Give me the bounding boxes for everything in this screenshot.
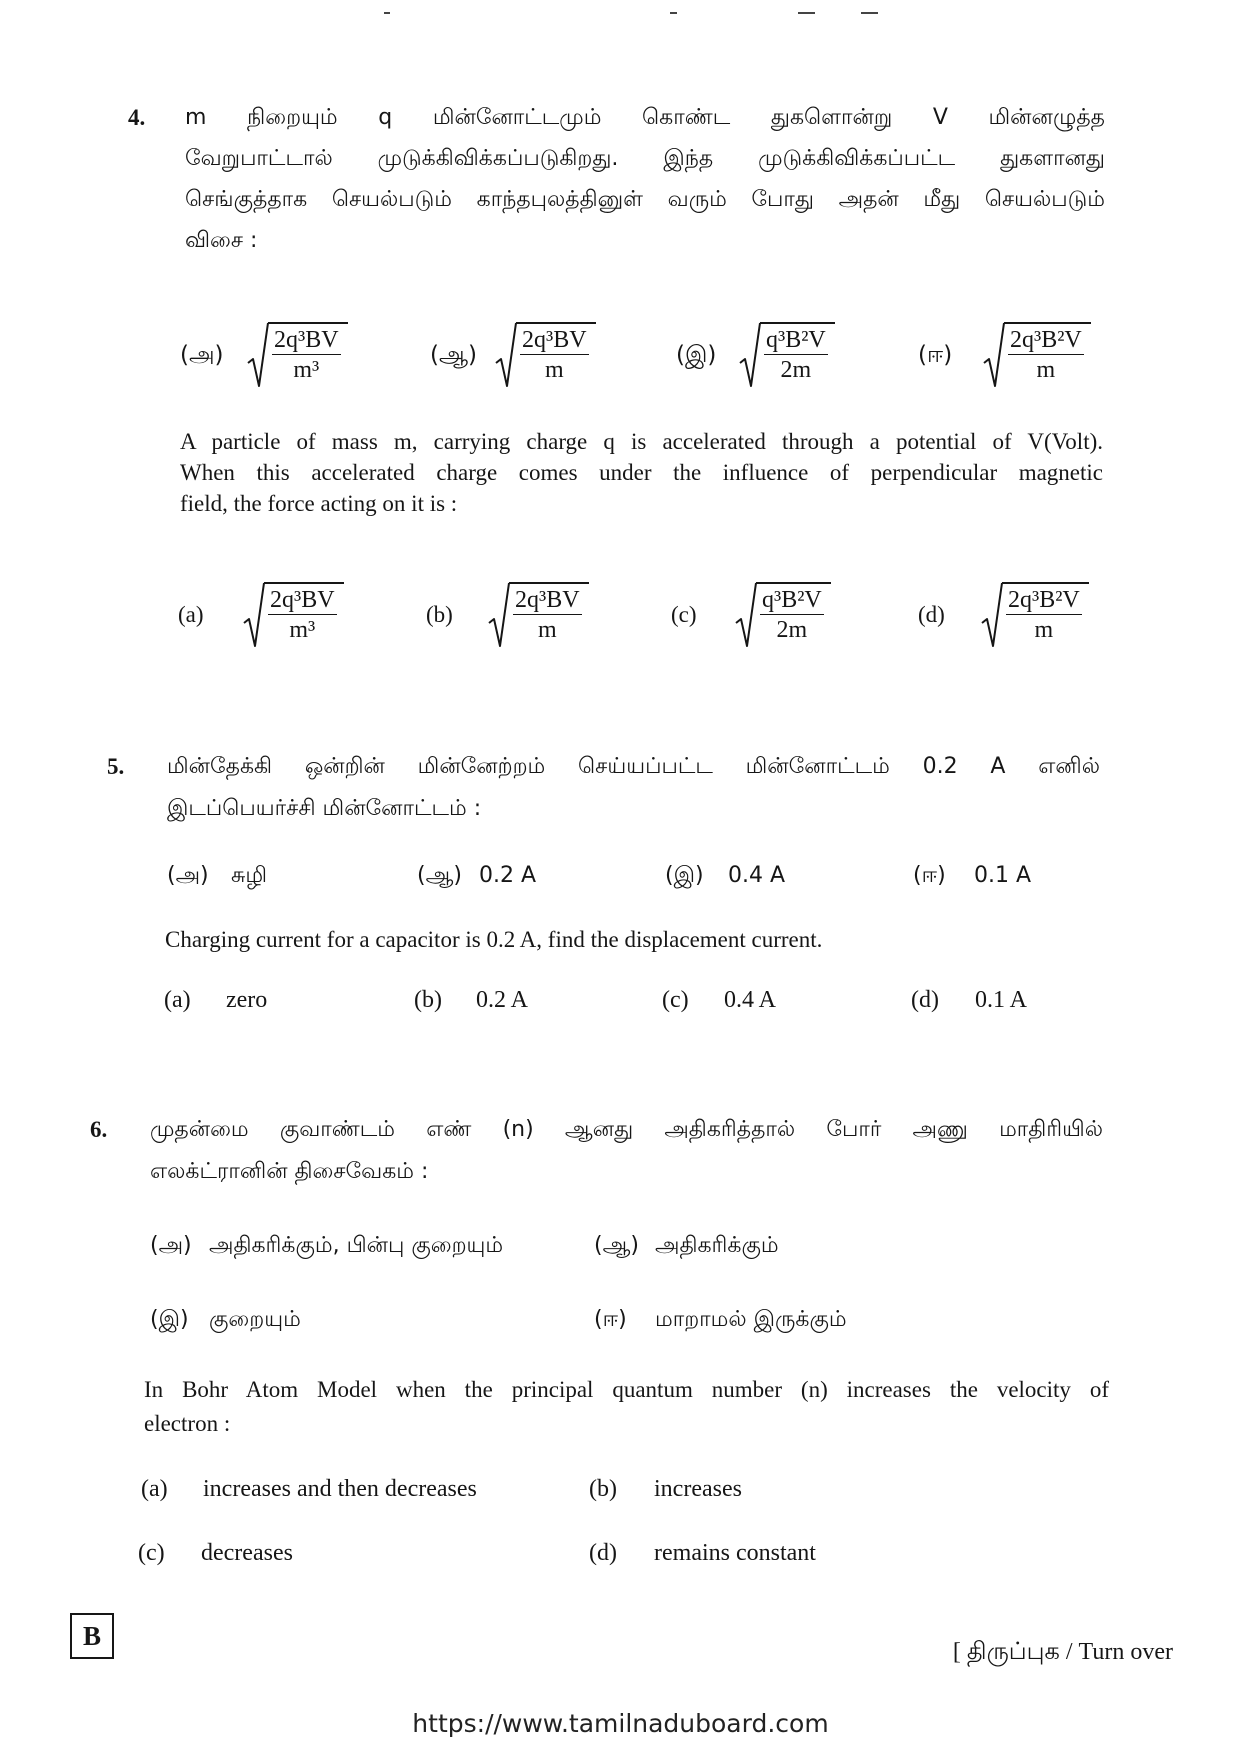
- option-value: zero: [226, 987, 268, 1013]
- text-line: செங்குத்தாக செயல்படும் காந்தபுலத்தினுள் வரும் போது அதன் மீது செயல்படும்: [185, 187, 1105, 212]
- fraction-numerator: 2q³B²V: [1008, 587, 1080, 613]
- text-line: முதன்மை குவாண்டம் எண் (n) ஆனது அதிகரித்தால் போர் அணு மாதிரியில்: [150, 1117, 1103, 1142]
- question-text-tamil: [150, 1109, 1103, 1193]
- option-value: மாறாமல் இருக்கும்: [655, 1307, 847, 1332]
- question-text-english: [144, 1373, 1109, 1441]
- question-text-tamil: [185, 97, 1105, 261]
- option-label: (ஈ): [913, 863, 946, 888]
- fraction-denominator: m³: [289, 617, 316, 643]
- question-text-tamil: [167, 746, 1100, 830]
- option-label: (c): [662, 987, 689, 1013]
- scan-mark: [861, 12, 878, 14]
- option-value: குறையும்: [209, 1307, 301, 1332]
- radical-sign: [488, 582, 510, 648]
- text-line: இடப்பெயர்ச்சி மின்னோட்டம் :: [167, 796, 482, 821]
- option-value: அதிகரிக்கும், பின்பு குறையும்: [209, 1233, 504, 1258]
- text-line: வேறுபாட்டால் முடுக்கிவிக்கப்படுகிறது. இந்த முடுக்கிவிக்கப்பட்ட துகளானது: [185, 146, 1105, 171]
- option-value: remains constant: [654, 1540, 816, 1566]
- text-line: When this accelerated charge comes under the influence of perpendicular magnetic: [180, 460, 1103, 485]
- fraction-denominator: m³: [293, 357, 320, 383]
- options-english-row-2: [0, 1535, 1241, 1571]
- option-label: (அ): [167, 863, 209, 888]
- option-value: 0.2 A: [479, 863, 537, 888]
- radical-sign: [243, 582, 265, 648]
- question-4: [0, 97, 1241, 648]
- option-label: (d): [918, 602, 945, 627]
- option-expression: [739, 322, 835, 388]
- text-line: எலக்ட்ரானின் திசைவேகம் :: [150, 1159, 429, 1184]
- question-number: 6.: [90, 1117, 108, 1142]
- option-label: (c): [138, 1540, 165, 1566]
- fraction-numerator: 2q³BV: [515, 587, 580, 613]
- fraction-denominator: m: [1036, 357, 1056, 383]
- radical-sign: [739, 322, 761, 388]
- text-line: A particle of mass m, carrying charge q is accelerated through a potential of V(Volt).: [180, 429, 1103, 454]
- option-label: (அ): [150, 1233, 192, 1258]
- text-line: விசை :: [185, 228, 258, 253]
- option-label: (ஆ): [417, 863, 462, 888]
- scan-mark: [384, 12, 390, 14]
- options-english-row-1: [0, 1471, 1241, 1507]
- option-label: (b): [589, 1476, 617, 1502]
- option-label: (d): [911, 987, 939, 1013]
- radical-sign: [983, 322, 1005, 388]
- fraction-numerator: 2q³BV: [270, 587, 335, 613]
- option-value: increases and then decreases: [203, 1476, 477, 1502]
- option-expression: [981, 582, 1089, 648]
- options-tamil-row-1: [0, 1226, 1241, 1266]
- radical-sign: [495, 322, 517, 388]
- radical-sign: [735, 582, 757, 648]
- option-label: (a): [164, 987, 191, 1013]
- option-expression: [495, 322, 596, 388]
- text-line: மின்தேக்கி ஒன்றின் மின்னேற்றம் செய்யப்பட்ட மின்னோட்டம் 0.2 A எனில்: [167, 754, 1100, 779]
- option-expression: [243, 582, 344, 648]
- option-value: 0.2 A: [476, 987, 529, 1013]
- option-value: அதிகரிக்கும்: [655, 1233, 779, 1258]
- option-expression: [735, 582, 831, 648]
- fraction-numerator: 2q³BV: [522, 327, 587, 353]
- option-label: (b): [426, 602, 453, 627]
- option-value: 0.1 A: [974, 863, 1032, 888]
- option-expression: [488, 582, 589, 648]
- question-number: 5.: [107, 754, 125, 779]
- radical-sign: [981, 582, 1003, 648]
- option-value: 0.1 A: [975, 987, 1028, 1013]
- option-expression: [983, 322, 1091, 388]
- scan-mark: [670, 12, 677, 14]
- text-line: m நிறையும் q மின்னோட்டமும் கொண்ட துகளொன்று V மின்னழுத்த: [185, 105, 1105, 130]
- series-code-box: B: [70, 1613, 114, 1659]
- fraction-denominator: 2m: [780, 357, 812, 383]
- option-expression: [247, 322, 348, 388]
- scan-mark: [798, 12, 815, 14]
- option-label: (a): [141, 1476, 168, 1502]
- text-line: In Bohr Atom Model when the principal quantum number (n) increases the velocity of: [144, 1377, 1109, 1402]
- question-6: [0, 1109, 1241, 1571]
- option-label: (ஈ): [594, 1307, 627, 1332]
- option-label: (ஆ): [430, 342, 478, 368]
- text-line: electron :: [144, 1411, 231, 1436]
- options-tamil: [0, 858, 1241, 894]
- fraction-denominator: m: [537, 617, 557, 643]
- option-label: (ஆ): [594, 1233, 639, 1258]
- question-5: [0, 746, 1241, 1018]
- options-english: [0, 982, 1241, 1018]
- option-label: (d): [589, 1540, 617, 1566]
- option-value: decreases: [201, 1540, 293, 1566]
- text-line: field, the force acting on it is :: [180, 491, 458, 516]
- option-label: (அ): [180, 342, 224, 368]
- fraction-numerator: 2q³B²V: [1010, 327, 1082, 353]
- option-value: 0.4 A: [728, 863, 786, 888]
- fraction-numerator: 2q³BV: [274, 327, 339, 353]
- option-label: (இ): [665, 863, 704, 888]
- fraction-numerator: q³B²V: [766, 327, 826, 353]
- question-text-english: [180, 426, 1103, 519]
- fraction-denominator: 2m: [776, 617, 808, 643]
- options-english: [0, 582, 1241, 648]
- option-label: (இ): [676, 342, 717, 368]
- option-value: சுழி: [231, 863, 268, 888]
- text-line: Charging current for a capacitor is 0.2 A, find the displacement current.: [165, 927, 823, 952]
- options-tamil: [0, 322, 1241, 388]
- fraction-denominator: m: [544, 357, 564, 383]
- fraction-denominator: m: [1034, 617, 1054, 643]
- option-label: (b): [414, 987, 442, 1013]
- question-number: 4.: [128, 105, 146, 130]
- fraction-numerator: q³B²V: [762, 587, 822, 613]
- option-value: increases: [654, 1476, 742, 1502]
- question-text-english: [165, 922, 1105, 958]
- source-url: https://www.tamilnaduboard.com: [412, 1709, 829, 1738]
- option-label: (இ): [150, 1307, 189, 1332]
- option-label: (c): [671, 602, 697, 627]
- option-label: (ஈ): [918, 342, 953, 368]
- options-tamil-row-2: [0, 1300, 1241, 1340]
- option-label: (a): [178, 602, 204, 627]
- turn-over-note: [ திருப்புக / Turn over: [952, 1639, 1173, 1665]
- option-value: 0.4 A: [724, 987, 777, 1013]
- radical-sign: [247, 322, 269, 388]
